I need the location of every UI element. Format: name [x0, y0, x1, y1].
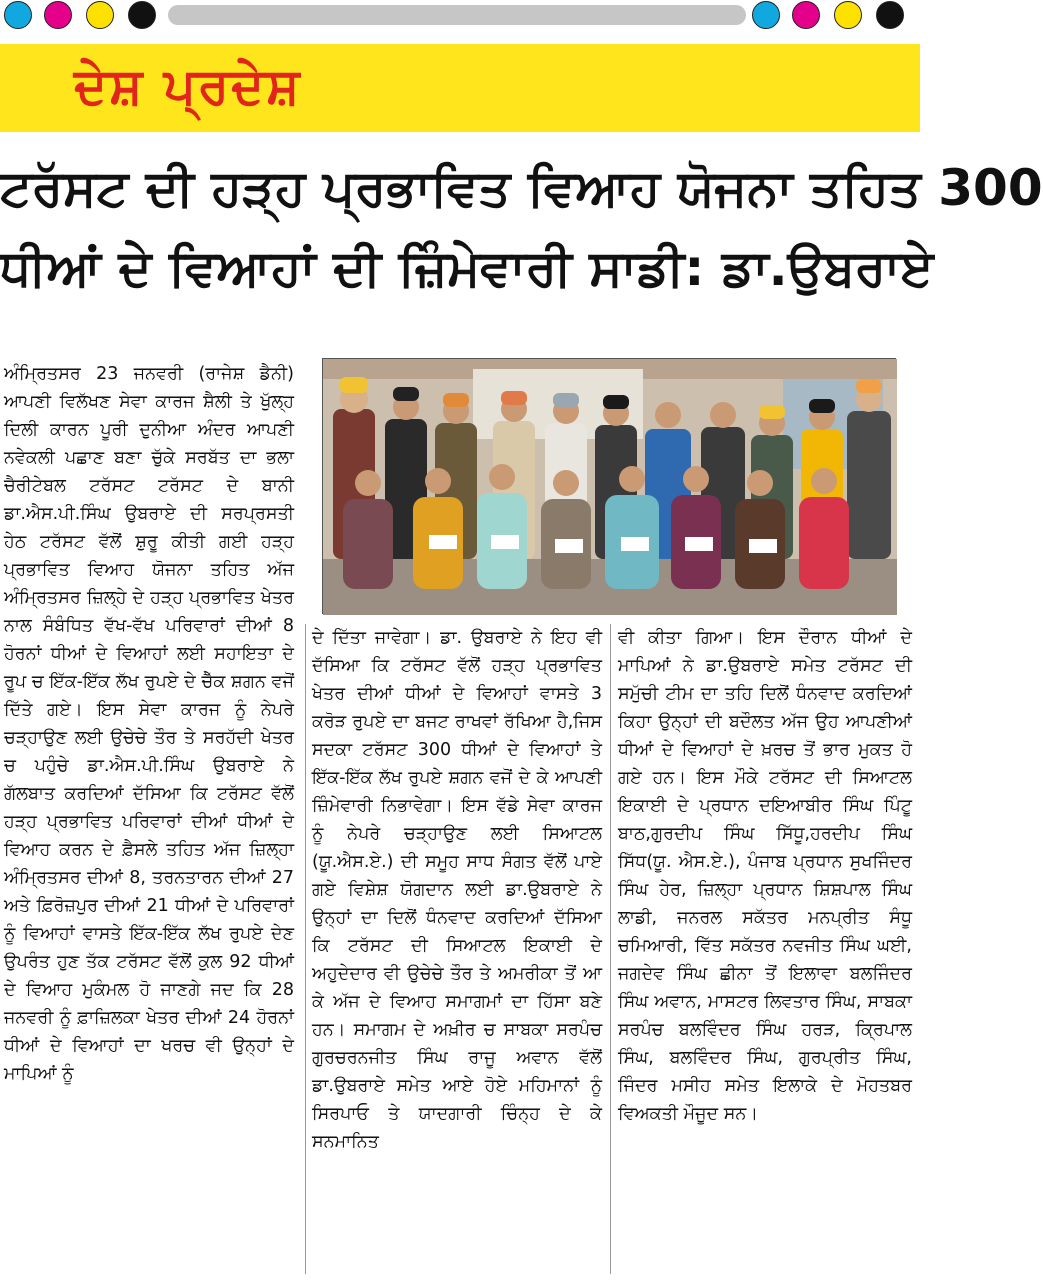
section-title: ਦੇਸ਼ ਪ੍ਰਦੇਸ਼ — [74, 57, 302, 115]
headline-line-1: ਟਰੱਸਟ ਦੀ ਹੜ੍ਹ ਪ੍ਰਭਾਵਿਤ ਵਿਆਹ ਯੋਜਨਾ ਤਹਿਤ 300 — [0, 159, 1043, 217]
registration-bar — [168, 5, 746, 25]
registration-dot-black — [128, 1, 156, 29]
article-column-2: ਦੇ ਦਿੱਤਾ ਜਾਵੇਗਾ। ਡਾ. ਉਬਰਾਏ ਨੇ ਇਹ ਵੀ ਦੱਸਿਆ ਕਿ ਟਰੱਸਟ ਵੱਲੋਂ ਹੜ੍ਹ ਪ੍ਰਭਾਵਿਤ ਖੇਤਰ ਦੀਆਂ ਧੀਆਂ ਦੇ ਵਿਆਹਾਂ ਵਾਸਤੇ 3 ਕਰੋੜ ਰੁਪਏ ਦਾ ਬਜਟ ਰਾਖਵਾਂ ਰੱਖਿਆ ਹੈ,ਜਿਸ ਸਦਕਾ ਟਰੱਸਟ 300 ਧੀਆਂ ਦੇ ਵਿਆਹਾਂ ਤੇ ਇੱਕ-ਇੱਕ ਲੱਖ ਰੁਪਏ ਸ਼ਗਨ ਵਜੋਂ ਦੇ ਕੇ ਆਪਣੀ ਜ਼ਿੰਮੇਵਾਰੀ ਨਿਭਾਵੇਗਾ। ਇਸ ਵੱਡੇ ਸੇਵਾ ਕਾਰਜ ਨੂੰ ਨੇਪਰੇ ਚੜ੍ਹਾਉਣ ਲਈ ਸਿਆਟਲ (ਯੂ.ਐਸ.ਏ.) ਦੀ ਸਮੂਹ ਸਾਧ ਸੰਗਤ ਵੱਲੋਂ ਪਾਏ ਗਏ ਵਿਸ਼ੇਸ਼ ਯੋਗਦਾਨ ਲਈ ਡਾ.ਉਬਰਾਏ ਨੇ ਉਨ੍ਹਾਂ ਦਾ ਦਿਲੋਂ ਧੰਨਵਾਦ ਕਰਦਿਆਂ ਦੱਸਿਆ ਕਿ ਟਰੱਸਟ ਦੀ ਸਿਆਟਲ ਇਕਾਈ ਦੇ ਅਹੁਦੇਦਾਰ ਵੀ ਉਚੇਚੇ ਤੌਰ ਤੇ ਅਮਰੀਕਾ ਤੋਂ ਆ ਕੇ ਅੱਜ ਦੇ ਵਿਆਹ ਸਮਾਗਮਾਂ ਦਾ ਹਿੱਸਾ ਬਣੇ ਹਨ। ਸਮਾਗਮ ਦੇ ਅਖ਼ੀਰ ਚ ਸਾਬਕਾ ਸਰਪੰਚ ਗੁਰਚਰਨਜੀਤ ਸਿੰਘ ਰਾਜੂ ਅਵਾਨ ਵੱਲੋਂ ਡਾ.ਉਬਰਾਏ ਸਮੇਤ ਆਏ ਹੋਏ ਮਹਿਮਾਨਾਂ ਨੂੰ ਸਿਰਪਾਓ ਤੇ ਯਾਦਗਾਰੀ ਚਿੰਨ੍ਹ ਦੇ ਕੇ ਸਨਮਾਨਿਤ — [312, 628, 602, 1152]
registration-dot-cyan-right — [752, 1, 780, 29]
registration-dot-black-right — [876, 1, 904, 29]
group-photo — [322, 358, 896, 614]
registration-dot-magenta-right — [792, 1, 820, 29]
article-column-1: ਅੰਮ੍ਰਿਤਸਰ 23 ਜਨਵਰੀ (ਰਾਜੇਸ਼ ਡੈਨੀ) ਆਪਣੀ ਵਿਲੱਖਣ ਸੇਵਾ ਕਾਰਜ ਸ਼ੈਲੀ ਤੇ ਖੁੱਲ੍ਹ ਦਿਲੀ ਕਾਰਨ ਪੂਰੀ ਦੁਨੀਆ ਅੰਦਰ ਆਪਣੀ ਨਵੇਕਲੀ ਪਛਾਣ ਬਣਾ ਚੁੱਕੇ ਸਰਬੱਤ ਦਾ ਭਲਾ ਚੈਰੀਟੇਬਲ ਟਰੱਸਟ ਟਰੱਸਟ ਦੇ ਬਾਨੀ ਡਾ.ਐਸ.ਪੀ.ਸਿੰਘ ਉਬਰਾਏ ਦੀ ਸਰਪ੍ਰਸਤੀ ਹੇਠ ਟਰੱਸਟ ਵੱਲੋਂ ਸ਼ੁਰੂ ਕੀਤੀ ਗਈ ਹੜ੍ਹ ਪ੍ਰਭਾਵਿਤ ਵਿਆਹ ਯੋਜਨਾ ਤਹਿਤ ਅੱਜ ਅੰਮ੍ਰਿਤਸਰ ਜ਼ਿਲ੍ਹੇ ਦੇ ਹੜ੍ਹ ਪ੍ਰਭਾਵਿਤ ਖੇਤਰ ਨਾਲ ਸੰਬੰਧਿਤ ਵੱਖ-ਵੱਖ ਪਰਿਵਾਰਾਂ ਦੀਆਂ 8 ਹੋਰਨਾਂ ਧੀਆਂ ਦੇ ਵਿਆਹਾਂ ਲਈ ਸਹਾਇਤਾ ਦੇ ਰੂਪ ਚ ਇੱਕ-ਇੱਕ ਲੱਖ ਰੁਪਏ ਦੇ ਚੈੱਕ ਸ਼ਗਨ ਵਜੋਂ ਦਿੱਤੇ ਗਏ। ਇਸ ਸੇਵਾ ਕਾਰਜ ਨੂੰ ਨੇਪਰੇ ਚੜ੍ਹਾਉਣ ਲਈ ਉਚੇਚੇ ਤੌਰ ਤੇ ਸਰਹੱਦੀ ਖੇਤਰ ਚ ਪਹੁੰਚੇ ਡਾ.ਐਸ.ਪੀ.ਸਿੰਘ ਉਬਰਾਏ ਨੇ ਗੱਲਬਾਤ ਕਰਦਿਆਂ ਦੱਸਿਆ ਕਿ ਟਰੱਸਟ ਵੱਲੋਂ ਹੜ੍ਹ ਪ੍ਰਭਾਵਿਤ ਪਰਿਵਾਰਾਂ ਦੀਆਂ ਧੀਆਂ ਦੇ ਵਿਆਹ ਕਰਨ ਦੇ ਫ਼ੈਸਲੇ ਤਹਿਤ ਅੱਜ ਜ਼ਿਲ੍ਹਾ ਅੰਮ੍ਰਿਤਸਰ ਦੀਆਂ 8, ਤਰਨਤਾਰਨ ਦੀਆਂ 27 ਅਤੇ ਫ਼ਿਰੋਜ਼ਪੁਰ ਦੀਆਂ 21 ਧੀਆਂ ਦੇ ਪਰਿਵਾਰਾਂ ਨੂੰ ਵਿਆਹਾਂ ਵਾਸਤੇ ਇੱਕ-ਇੱਕ ਲੱਖ ਰੁਪਏ ਦੇਣ ਉਪਰੰਤ ਹੁਣ ਤੱਕ ਟਰੱਸਟ ਵੱਲੋਂ ਕੁਲ 92 ਧੀਆਂ ਦੇ ਵਿਆਹ ਮੁਕੰਮਲ ਹੋ ਜਾਣਗੇ ਜਦ ਕਿ 28 ਜਨਵਰੀ ਨੂੰ ਫ਼ਾਜ਼ਿਲਕਾ ਖੇਤਰ ਦੀਆਂ 24 ਹੋਰਨਾਂ ਧੀਆਂ ਦੇ ਵਿਆਹਾਂ ਦਾ ਖਰਚ ਵੀ ਉਨ੍ਹਾਂ ਦੇ ਮਾਪਿਆਂ ਨੂੰ — [4, 364, 294, 1084]
article-column-3: ਵੀ ਕੀਤਾ ਗਿਆ। ਇਸ ਦੌਰਾਨ ਧੀਆਂ ਦੇ ਮਾਪਿਆਂ ਨੇ ਡਾ.ਉਬਰਾਏ ਸਮੇਤ ਟਰੱਸਟ ਦੀ ਸਮੁੱਚੀ ਟੀਮ ਦਾ ਤਹਿ ਦਿਲੋਂ ਧੰਨਵਾਦ ਕਰਦਿਆਂ ਕਿਹਾ ਉਨ੍ਹਾਂ ਦੀ ਬਦੌਲਤ ਅੱਜ ਉਹ ਆਪਣੀਆਂ ਧੀਆਂ ਦੇ ਵਿਆਹਾਂ ਦੇ ਖ਼ਰਚ ਤੋਂ ਭਾਰ ਮੁਕਤ ਹੋ ਗਏ ਹਨ। ਇਸ ਮੌਕੇ ਟਰੱਸਟ ਦੀ ਸਿਆਟਲ ਇਕਾਈ ਦੇ ਪ੍ਰਧਾਨ ਦਇਆਬੀਰ ਸਿੰਘ ਪਿੰਟੂ ਬਾਠ,ਗੁਰਦੀਪ ਸਿੰਘ ਸਿੱਧੂ,ਹਰਦੀਪ ਸਿੰਘ ਸਿੱਧ(ਯੂ. ਐਸ.ਏ.), ਪੰਜਾਬ ਪ੍ਰਧਾਨ ਸੁਖਜਿੰਦਰ ਸਿੰਘ ਹੇਰ, ਜ਼ਿਲ੍ਹਾ ਪ੍ਰਧਾਨ ਸ਼ਿਸ਼ਪਾਲ ਸਿੰਘ ਲਾਡੀ, ਜਨਰਲ ਸਕੱਤਰ ਮਨਪ੍ਰੀਤ ਸੰਧੂ ਚਮਿਆਰੀ, ਵਿੱਤ ਸਕੱਤਰ ਨਵਜੀਤ ਸਿੰਘ ਘਈ, ਜਗਦੇਵ ਸਿੰਘ ਛੀਨਾ ਤੋਂ ਇਲਾਵਾ ਬਲਜਿੰਦਰ ਸਿੰਘ ਅਵਾਨ, ਮਾਸਟਰ ਲਿਵਤਾਰ ਸਿੰਘ, ਸਾਬਕਾ ਸਰਪੰਚ ਬਲਵਿੰਦਰ ਸਿੰਘ ਹਰੜ, ਕ੍ਰਿਪਾਲ ਸਿੰਘ, ਬਲਵਿੰਦਰ ਸਿੰਘ, ਗੁਰਪ੍ਰੀਤ ਸਿੰਘ, ਜਿੰਦਰ ਮਸੀਹ ਸਮੇਤ ਇਲਾਕੇ ਦੇ ਮੋਹਤਬਰ ਵਿਅਕਤੀ ਮੌਜੂਦ ਸਨ। — [618, 628, 912, 1124]
registration-dot-yellow — [86, 1, 114, 29]
headline-line-2: ਧੀਆਂ ਦੇ ਵਿਆਹਾਂ ਦੀ ਜ਼ਿੰਮੇਵਾਰੀ ਸਾਡੀ: ਡਾ.ਉਬਰਾਏ — [0, 239, 934, 297]
print-registration-strip — [0, 0, 920, 30]
column-divider — [305, 624, 306, 1274]
registration-dot-yellow-right — [834, 1, 862, 29]
column-divider — [610, 624, 611, 1274]
section-banner — [0, 44, 920, 132]
group-photo-illustration — [323, 359, 897, 615]
headline — [0, 148, 1043, 308]
registration-dot-cyan — [4, 1, 32, 29]
registration-dot-magenta — [44, 1, 72, 29]
